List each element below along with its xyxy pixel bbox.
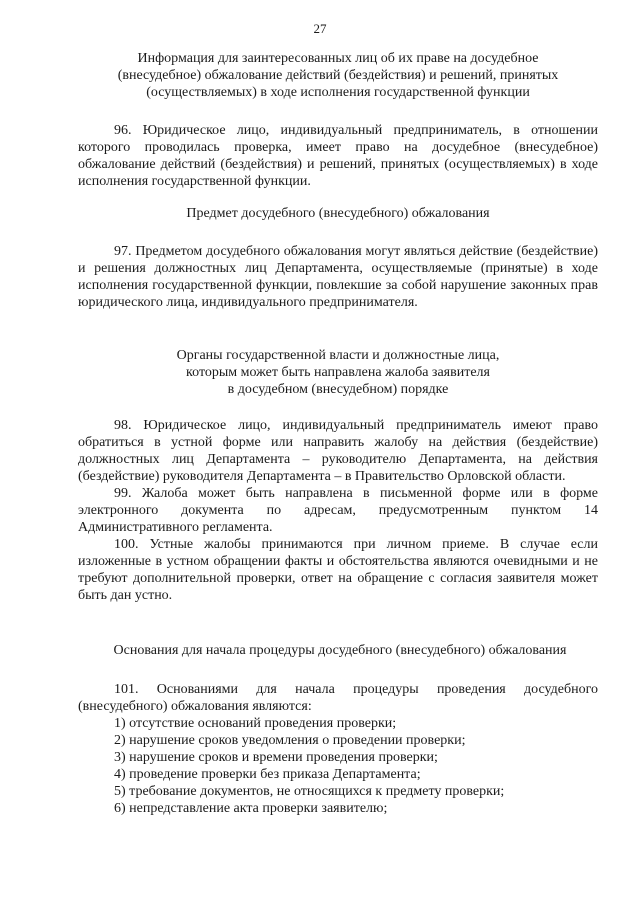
paragraph-99: 99. Жалоба может быть направлена в письменной форме или в форме электронного документа по адресам, предусмотренным пунктом 14 Административного регламента. [78,486,598,535]
list-item: 1) отсутствие оснований проведения проверки; [114,716,397,731]
paragraph-101: 101. Основаниями для начала процедуры проведения досудебного (внесудебного) обжалования являются: [78,682,598,714]
paragraph-96: 96. Юридическое лицо, индивидуальный предприниматель, в отношении которого проводилась проверка, имеет право на досудебное (внесудебное) обжалование действий (бездействия) и решений, принятых (осуществляемых) в ходе исполнения государственной функции. [78,123,598,189]
list-item: 4) проведение проверки без приказа Департамента; [114,767,421,782]
list-item: 6) непредставление акта проверки заявителю; [114,801,388,816]
heading-line: Информация для заинтересованных лиц об их праве на досудебное [137,51,539,66]
list-item: 2) нарушение сроков уведомления о проведении проверки; [114,733,466,748]
list-item: 3) нарушение сроков и времени проведения проверки; [114,750,438,765]
heading-appeal-grounds: Основания для начала процедуры досудебного (внесудебного) обжалования [113,643,567,658]
heading-line: (осуществляемых) в ходе исполнения государственной функции [146,85,530,100]
heading-line: (внесудебное) обжалование действий (бездействия) и решений, принятых [117,68,559,83]
heading-line: в досудебном (внесудебном) порядке [227,382,449,397]
heading-authorities [78,347,598,398]
paragraph-97: 97. Предметом досудебного обжалования могут являться действие (бездействие) и решения должностных лиц Департамента, осуществляемые (принятые) в ходе исполнения государственной функции, повлекшие за собой нарушение законных прав юридического лица, индивидуального предпринимателя. [78,244,598,310]
paragraph-100: 100. Устные жалобы принимаются при личном приеме. В случае если изложенные в устном обращении факты и обстоятельства являются очевидными и не требуют дополнительной проверки, ответ на обращение с согласия заявителя может быть дан устно. [78,537,598,603]
heading-appeal-subject: Предмет досудебного (внесудебного) обжалования [186,206,490,221]
heading-line: Органы государственной власти и должностные лица, [176,348,500,363]
heading-info-rights [78,50,598,101]
paragraph-98: 98. Юридическое лицо, индивидуальный предприниматель имеют право обратиться в устной форме или направить жалобу на действия (бездействие) должностных лиц Департамента – руководителю Департамента, на действия (бездействие) руководителя Департамента – в Правительство Орловской области. [78,418,598,484]
heading-line: которым может быть направлена жалоба заявителя [186,365,490,380]
page-number: 27 [313,21,327,36]
list-item: 5) требование документов, не относящихся к предмету проверки; [114,784,505,799]
